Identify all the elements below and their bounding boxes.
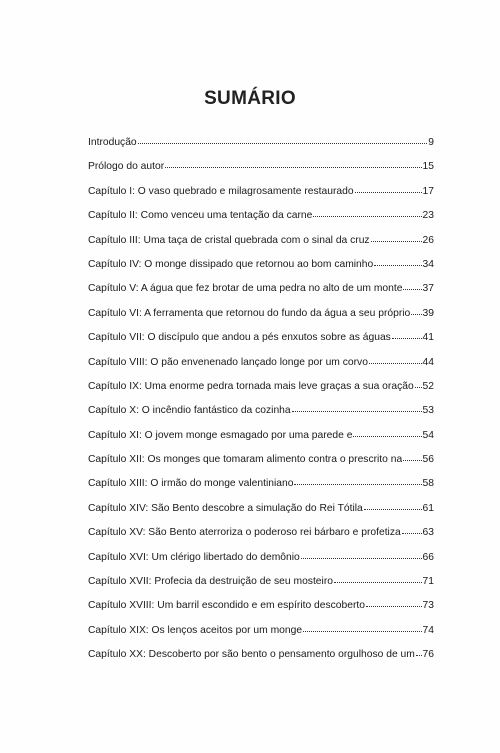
toc-entry [88, 180, 434, 204]
toc-entry [88, 302, 434, 326]
toc-entry-page-number: 54 [422, 429, 434, 441]
toc-entry-label: Capítulo VIII: O pão envenenado lançado longe por um corvo [88, 356, 368, 368]
toc-entry [88, 253, 434, 277]
dot-leader [374, 264, 421, 266]
toc-entry [88, 424, 434, 448]
toc-entry-label: Capítulo XX: Descoberto por são bento o pensamento orgulhoso de um [88, 649, 415, 661]
dot-leader [294, 483, 421, 485]
toc-entry-page-number: 61 [422, 502, 434, 514]
dot-leader [403, 288, 421, 290]
toc-entry-page-number: 53 [422, 405, 434, 417]
toc-entry-page-number: 56 [422, 454, 434, 466]
toc-entry-label: Capítulo XII: Os monges que tomaram alimento contra o prescrito na [88, 454, 403, 466]
toc-entry [88, 570, 434, 594]
dot-leader [402, 532, 422, 534]
toc-entry-label: Capítulo IX: Uma enorme pedra tornada mais leve graças a sua oração [88, 380, 414, 392]
dot-leader [392, 337, 422, 339]
toc-entry-label: Capítulo XVII: Profecia da destruição de seu mosteiro [88, 576, 333, 588]
toc-entry [88, 204, 434, 228]
dot-leader [165, 166, 421, 168]
toc-entry [88, 229, 434, 253]
toc-entry [88, 521, 434, 545]
dot-leader [313, 215, 421, 217]
toc-entry-label: Capítulo V: A água que fez brotar de uma pedra no alto de um monte [88, 283, 403, 295]
page-title: SUMÁRIO [204, 88, 296, 109]
toc-entry-label: Capítulo IV: O monge dissipado que retornou ao bom caminho [88, 258, 374, 270]
toc-entry-label: Capítulo XIV: São Bento descobre a simulação do Rei Tótila [88, 502, 363, 514]
dot-leader [415, 386, 422, 388]
toc-entry [88, 448, 434, 472]
toc-entry [88, 375, 434, 399]
toc-entry-label: Capítulo I: O vaso quebrado e milagrosamente restaurado [88, 185, 354, 197]
toc-entry-page-number: 34 [422, 258, 434, 270]
toc-entry [88, 546, 434, 570]
toc-entry [88, 619, 434, 643]
toc-entry-label: Capítulo III: Uma taça de cristal quebrada com o sinal da cruz [88, 234, 370, 246]
dot-leader [364, 508, 422, 510]
toc-entry [88, 351, 434, 375]
toc-entry-label: Prólogo do autor [88, 161, 165, 173]
dot-leader [371, 240, 422, 242]
toc-entry-page-number: 71 [422, 576, 434, 588]
dot-leader [403, 459, 421, 461]
toc-entry-page-number: 41 [422, 332, 434, 344]
toc-entry [88, 131, 434, 155]
toc-entry-label: Introdução [88, 137, 137, 148]
toc-entry [88, 399, 434, 423]
toc-entry-page-number: 15 [422, 161, 434, 173]
toc-entry [88, 277, 434, 301]
toc-entry-page-number: 37 [422, 283, 434, 295]
toc-entry-label: Capítulo VII: O discípulo que andou a pés enxutos sobre as águas [88, 332, 391, 344]
toc-entry-label: Capítulo VI: A ferramenta que retornou do fundo da água a seu próprio [88, 307, 411, 319]
toc-entry-page-number: 66 [422, 551, 434, 563]
dot-leader [355, 191, 422, 193]
toc-entry-label: Capítulo XVIII: Um barril escondido e em espírito descoberto [88, 600, 366, 612]
toc-entry [88, 594, 434, 618]
toc-entry-page-number: 58 [422, 478, 434, 490]
toc-entry-page-number: 73 [422, 600, 434, 612]
toc-entry [88, 472, 434, 496]
toc-entry [88, 155, 434, 179]
toc-entry [88, 497, 434, 521]
toc-entry-label: Capítulo XI: O jovem monge esmagado por uma parede e [88, 429, 353, 441]
toc-entry-page-number: 74 [422, 624, 434, 636]
dot-leader [334, 581, 422, 583]
toc-entry [88, 326, 434, 350]
dot-leader [416, 654, 422, 656]
toc-entry-page-number: 23 [422, 210, 434, 222]
dot-leader [411, 313, 421, 315]
dot-leader [366, 605, 422, 607]
toc-entry-page-number: 17 [422, 185, 434, 197]
toc-entry-label: Capítulo XIII: O irmão do monge valentiniano [88, 478, 294, 490]
toc-entry-label: Capítulo XIX: Os lenços aceitos por um monge [88, 624, 303, 636]
table-of-contents [88, 131, 434, 668]
dot-leader [353, 435, 421, 437]
toc-entry-label: Capítulo II: Como venceu uma tentação da carne [88, 210, 313, 222]
toc-entry-page-number: 9 [428, 137, 434, 148]
toc-entry [88, 643, 434, 667]
toc-entry-label: Capítulo X: O incêndio fantástico da cozinha [88, 405, 291, 417]
dot-leader [138, 142, 428, 144]
toc-entry-page-number: 39 [422, 307, 434, 319]
toc-entry-page-number: 76 [422, 649, 434, 661]
toc-entry-label: Capítulo XVI: Um clérigo libertado do demônio [88, 551, 300, 563]
toc-entry-page-number: 26 [422, 234, 434, 246]
toc-entry-page-number: 52 [422, 380, 434, 392]
dot-leader [369, 362, 422, 364]
dot-leader [303, 630, 421, 632]
dot-leader [292, 410, 422, 412]
dot-leader [301, 557, 422, 559]
toc-entry-label: Capítulo XV: São Bento aterroriza o poderoso rei bárbaro e profetiza [88, 527, 401, 539]
toc-entry-page-number: 63 [422, 527, 434, 539]
toc-entry-page-number: 44 [422, 356, 434, 368]
